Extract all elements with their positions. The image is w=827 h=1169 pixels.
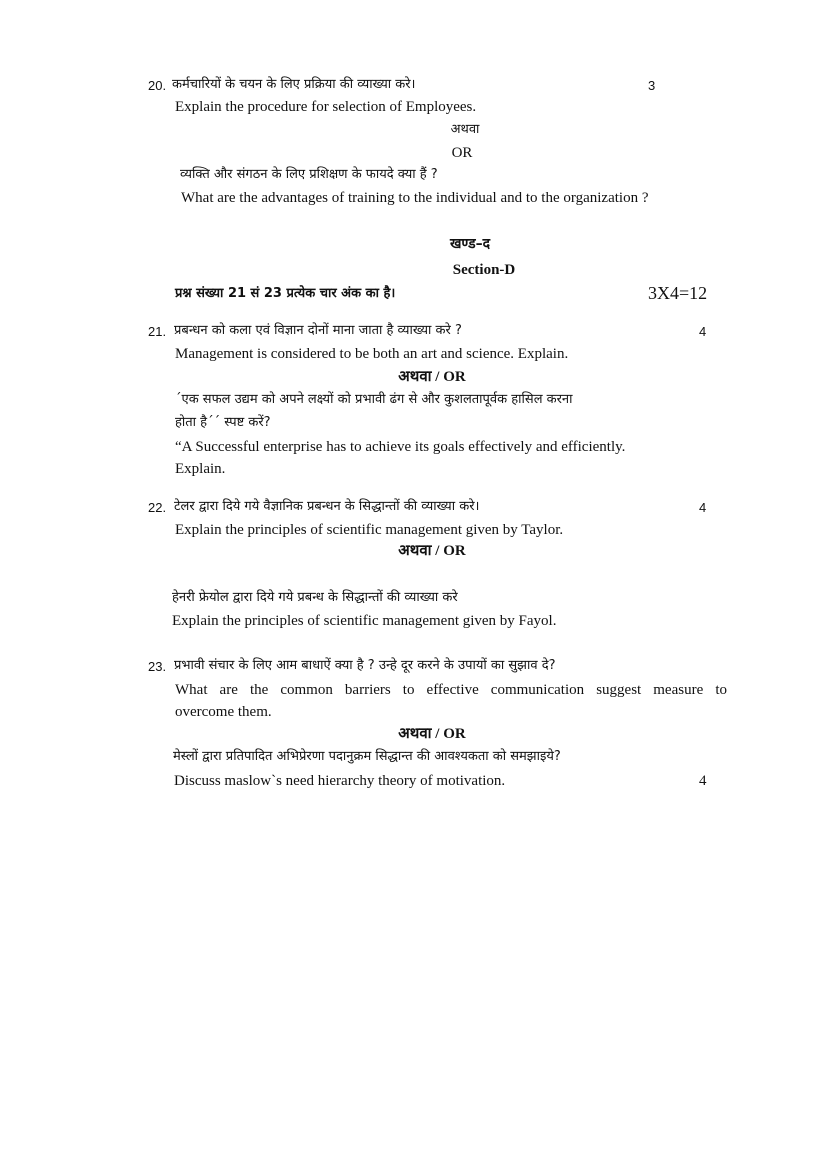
question-english: What are the common barriers to effective communication suggest measure to [175, 682, 727, 698]
section-title-english: Section-D [452, 262, 516, 278]
question-marks: 3 [648, 78, 656, 93]
question-english: overcome them. [175, 704, 272, 720]
alt-question-hindi: ´एक सफल उद्यम को अपने लक्ष्यों को प्रभावी ढंग से और कुशलतापूर्वक हासिल करना [175, 392, 573, 407]
question-english: Management is considered to be both an art and science. Explain. [175, 346, 569, 362]
question-marks: 4 [699, 324, 707, 339]
or-label: अथवा / OR [398, 543, 466, 559]
question-english: Explain the principles of scientific management given by Taylor. [175, 522, 564, 538]
alt-question-english: Explain the principles of scientific management given by Fayol. [172, 613, 557, 629]
question-number: 20. [148, 78, 167, 93]
alt-question-english: “A Successful enterprise has to achieve its goals effectively and efficiently. [175, 439, 626, 455]
question-hindi: प्रभावी संचार के लिए आम बाधाऐं क्या है ? उन्हे दूर करने के उपायों का सुझाव दे? [174, 658, 556, 673]
question-number: 21. [148, 324, 167, 339]
question-hindi: कर्मचारियों के चयन के लिए प्रक्रिया की व्याख्या करे। [172, 77, 416, 92]
question-hindi: प्रबन्धन को कला एवं विज्ञान दोनों माना जाता है व्याख्या करे ? [174, 323, 462, 338]
or-label: अथवा / OR [398, 369, 466, 385]
or-english: OR [451, 145, 473, 161]
question-hindi: टेलर द्वारा दिये गये वैज्ञानिक प्रबन्धन के सिद्धान्तों की व्याख्या करे। [174, 499, 480, 514]
question-marks: 4 [699, 773, 707, 789]
alt-question-hindi: मेस्लों द्वारा प्रतिपादित अभिप्रेरणा पदानुक्रम सिद्धान्त की आवश्यकता को समझाइये? [173, 749, 561, 764]
section-instruction: प्रश्न संख्या 21 सं 23 प्रत्येक चार अंक का है। [175, 286, 396, 301]
section-marks: 3X4=12 [648, 283, 708, 303]
question-marks: 4 [699, 500, 707, 515]
alt-question-hindi: होता है´´ स्पष्ट करें? [175, 415, 271, 430]
question-english: Explain the procedure for selection of Employees. [175, 99, 477, 115]
or-label: अथवा / OR [398, 726, 466, 742]
alt-question-english: Explain. [175, 461, 226, 477]
question-number: 22. [148, 500, 167, 515]
question-number: 23. [148, 659, 167, 674]
alt-question-english: Discuss maslow`s need hierarchy theory of motivation. [174, 773, 506, 789]
alt-question-english: What are the advantages of training to the individual and to the organization ? [181, 190, 649, 206]
section-title-hindi: खण्ड–द [449, 236, 491, 252]
alt-question-hindi: हेनरी फ्रेयोल द्वारा दिये गये प्रबन्ध के सिद्धान्तों की व्याख्या करे [172, 590, 458, 605]
alt-question-hindi: व्यक्ति और संगठन के लिए प्रशिक्षण के फायदे क्या हैं ? [180, 167, 438, 182]
or-hindi: अथवा [450, 122, 480, 137]
